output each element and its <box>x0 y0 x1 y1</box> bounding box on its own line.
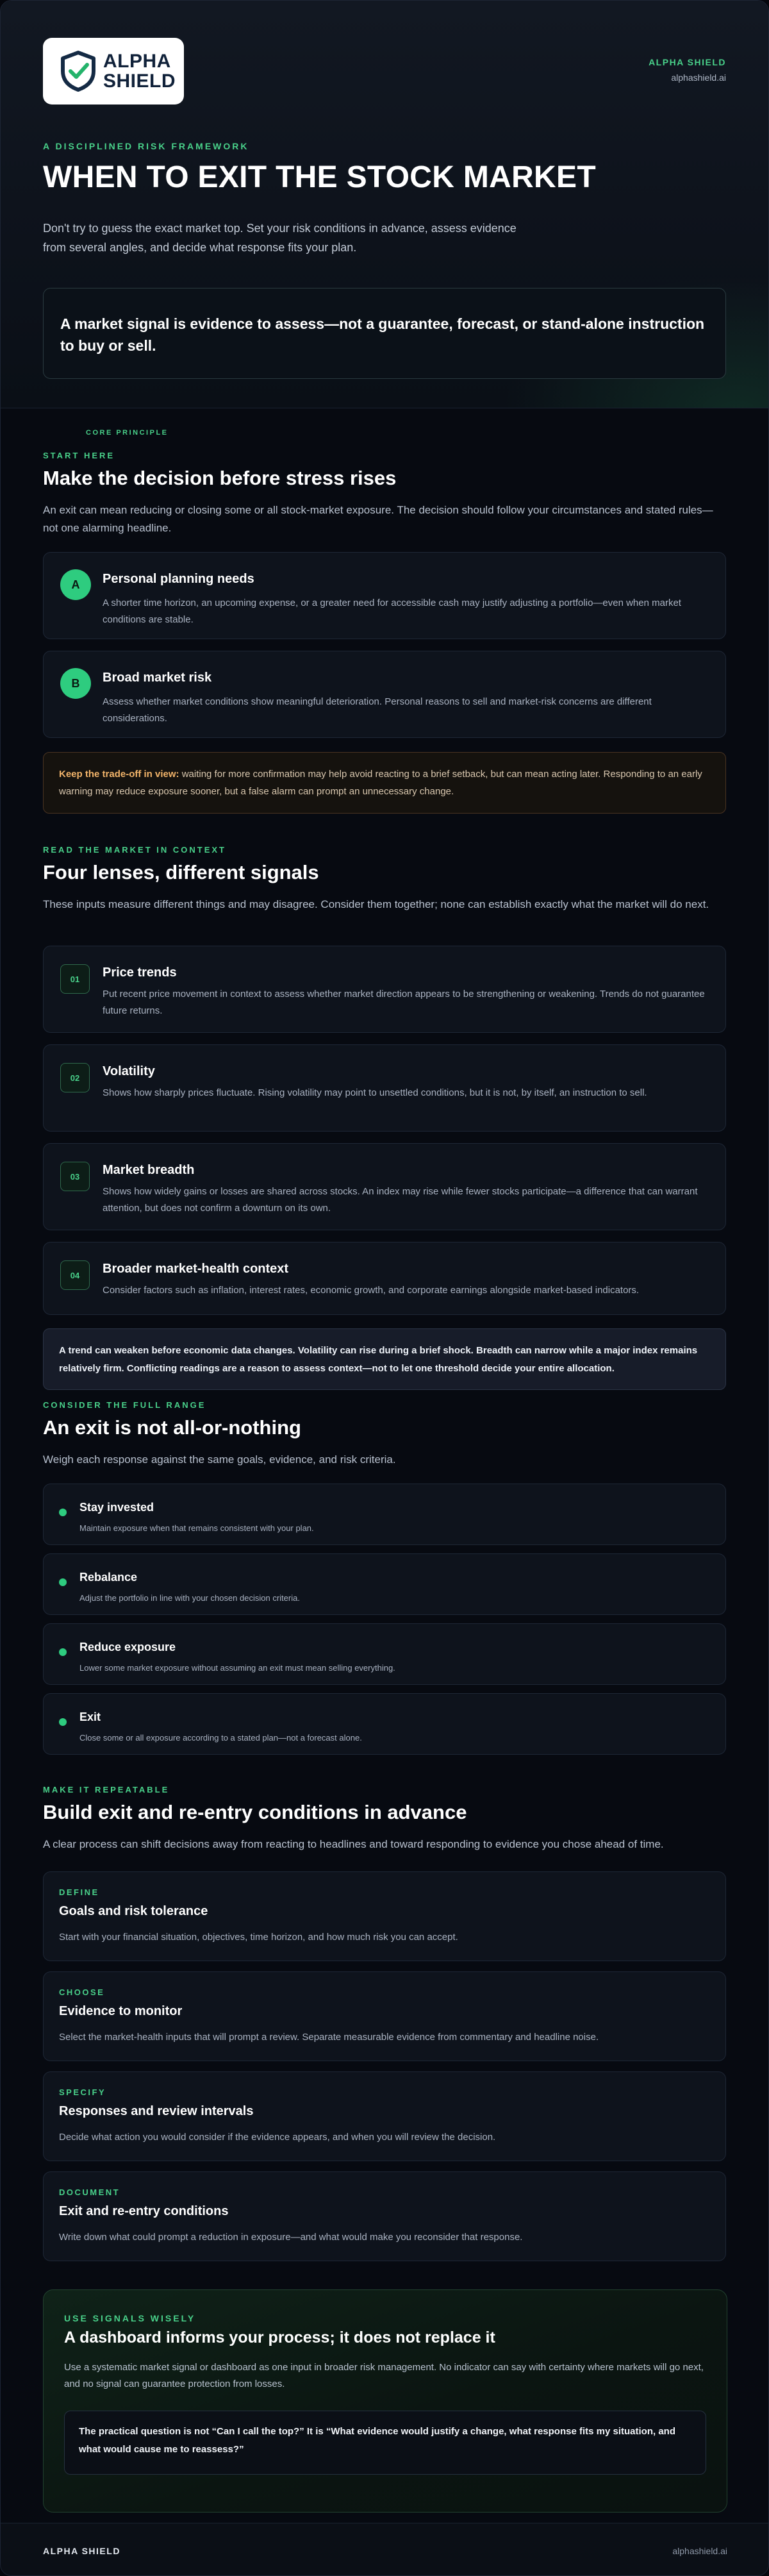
step-title: Responses and review intervals <box>59 2104 254 2118</box>
logo-line-2: SHIELD <box>103 71 176 92</box>
range-kicker: CONSIDER THE FULL RANGE <box>43 1400 206 1410</box>
lens-card-market-health <box>43 1242 726 1315</box>
lens-title: Market breadth <box>103 1163 195 1177</box>
start-section <box>43 451 727 797</box>
step-title: Goals and risk tolerance <box>59 1904 208 1918</box>
principle-kicker: CORE PRINCIPLE <box>86 429 169 437</box>
hero-lead: Don't try to guess the exact market top. Set your risk conditions in advance, assess evidence from several angles, and decide what response fits your plan. <box>43 222 517 254</box>
card-title: Broad market risk <box>103 671 212 685</box>
step-body: Write down what could prompt a reduction in exposure—and what would make you reconsider that response. <box>59 2232 523 2243</box>
step-define <box>43 1871 726 1961</box>
signals-kicker: USE SIGNALS WISELY <box>64 2313 196 2323</box>
lenses-subtitle: These inputs measure different things and may disagree. Consider them together; none can establish exactly what the market will do next. <box>43 898 709 910</box>
lens-title: Price trends <box>103 966 177 980</box>
card-title: Personal planning needs <box>103 572 254 586</box>
planning-needs-card <box>43 552 726 639</box>
signals-quote: The practical question is not “Can I call the top?” It is “What evidence would justify a change, what response fits my situation, and what would cause me to reassess?” <box>64 2411 706 2475</box>
hero-kicker: A DISCIPLINED RISK FRAMEWORK <box>43 141 249 151</box>
option-body: Lower some market exposure without assuming an exit must mean selling everything. <box>79 1663 395 1673</box>
option-title: Reduce exposure <box>79 1641 176 1653</box>
lens-number: 01 <box>60 964 90 994</box>
option-body: Maintain exposure when that remains consistent with your plan. <box>79 1523 314 1533</box>
lens-card-price-trends <box>43 946 726 1033</box>
lens-body: Put recent price movement in context to assess whether market direction appears to be strengthening or weakening. Trends do not guarantee future returns. <box>103 989 705 1016</box>
range-section <box>43 1400 727 1743</box>
lens-number: 04 <box>60 1260 90 1290</box>
bullet-dot-icon <box>59 1648 67 1656</box>
lenses-callout: A trend can weaken before economic data changes. Volatility can rise during a brief shock. Breadth can narrow while a major index remains relatively firm. Conflicting readings are a reason to assess context—not to let one threshold decide your entire allocation. <box>43 1328 726 1390</box>
option-title: Exit <box>79 1710 101 1723</box>
option-reduce-exposure <box>43 1623 726 1685</box>
brand-header <box>649 57 726 83</box>
lenses-kicker: READ THE MARKET IN CONTEXT <box>43 845 226 855</box>
footer-brand: ALPHA SHIELD <box>43 2546 120 2556</box>
brand-url[interactable]: alphashield.ai <box>671 72 726 83</box>
signals-body: Use a systematic market signal or dashboard as one input in broader risk management. No indicator can say with certainty where markets will go next, and no signal can guarantee protection from losses. <box>64 2362 704 2389</box>
lens-body: Shows how sharply prices fluctuate. Rising volatility may point to unsettled conditions, but it is not, by itself, an instruction to sell. <box>103 1087 647 1098</box>
step-title: Evidence to monitor <box>59 2004 183 2018</box>
footer-url[interactable]: alphashield.ai <box>672 2546 727 2556</box>
signals-title: A dashboard informs your process; it does not replace it <box>64 2329 495 2346</box>
tradeoff-label: Keep the trade-off in view: <box>59 769 179 780</box>
bullet-dot-icon <box>59 1718 67 1726</box>
card-badge: B <box>60 668 91 699</box>
step-body: Select the market-health inputs that will prompt a review. Separate measurable evidence from commentary and headline noise. <box>59 2032 599 2043</box>
hero-section <box>1 1 768 437</box>
lenses-title: Four lenses, different signals <box>43 861 319 883</box>
core-principle-card <box>43 288 726 437</box>
step-kicker: CHOOSE <box>59 1987 105 1997</box>
step-body: Start with your financial situation, objectives, time horizon, and how much risk you can accept. <box>59 1932 458 1943</box>
repeat-kicker: MAKE IT REPEATABLE <box>43 1785 170 1794</box>
start-subtitle: An exit can mean reducing or closing some or all stock-market exposure. The decision should follow your circumstances and stated rules—not one alarming headline. <box>43 504 713 534</box>
tradeoff-warning <box>43 752 726 814</box>
lens-card-volatility <box>43 1044 726 1132</box>
option-body: Adjust the portfolio in line with your chosen decision criteria. <box>79 1593 300 1603</box>
repeat-title: Build exit and re-entry conditions in advance <box>43 1801 467 1823</box>
brand-name: ALPHA SHIELD <box>649 57 726 67</box>
step-kicker: DOCUMENT <box>59 2187 120 2197</box>
repeat-subtitle: A clear process can shift decisions away from reacting to headlines and toward responding to evidence you chose ahead of time. <box>43 1838 664 1850</box>
lens-number: 02 <box>60 1063 90 1092</box>
option-title: Stay invested <box>79 1501 154 1514</box>
lens-title: Volatility <box>103 1064 155 1078</box>
option-title: Rebalance <box>79 1571 138 1584</box>
bullet-dot-icon <box>59 1509 67 1516</box>
principle-text: A market signal is evidence to assess—not a guarantee, forecast, or stand-alone instruction to buy or sell. <box>60 315 705 354</box>
card-body: A shorter time horizon, an upcoming expense, or a greater need for accessible cash may justify adjusting a portfolio—even when market conditions are stable. <box>103 598 681 625</box>
lens-body: Consider factors such as inflation, interest rates, economic growth, and corporate earnings alongside market-based indicators. <box>103 1285 640 1296</box>
range-title: An exit is not all-or-nothing <box>43 1416 301 1439</box>
step-specify <box>43 2071 726 2161</box>
tradeoff-text: waiting for more confirmation may help avoid reacting to a brief setback, but can mean acting later. Responding to an early warning may reduce exposure sooner, but a false alarm can prompt an unnecessary change. <box>59 769 702 797</box>
lens-card-market-breadth <box>43 1143 726 1230</box>
start-kicker: START HERE <box>43 451 115 460</box>
page-title: WHEN TO EXIT THE STOCK MARKET <box>43 160 596 194</box>
footer <box>1 2523 769 2576</box>
step-choose <box>43 1971 726 2061</box>
lens-number: 03 <box>60 1162 90 1191</box>
shield-check-icon <box>60 51 97 92</box>
option-exit <box>43 1693 726 1755</box>
repeat-section <box>43 1785 727 2243</box>
logo-wordmark <box>103 51 176 91</box>
option-rebalance <box>43 1553 726 1615</box>
lens-body: Shows how widely gains or losses are shared across stocks. An index may rise while fewer stocks participate—a difference that can warrant attention, but does not confirm a downturn on its own. <box>103 1186 698 1214</box>
step-kicker: DEFINE <box>59 1887 99 1897</box>
lenses-section <box>43 845 727 1374</box>
option-stay-invested <box>43 1484 726 1545</box>
lens-title: Broader market-health context <box>103 1262 289 1276</box>
step-title: Exit and re-entry conditions <box>59 2204 229 2218</box>
step-kicker: SPECIFY <box>59 2087 106 2097</box>
start-title: Make the decision before stress rises <box>43 467 397 489</box>
card-body: Assess whether market conditions show meaningful deterioration. Personal reasons to sell and market-risk concerns are different considerations. <box>103 696 652 724</box>
signals-panel <box>43 2289 727 2513</box>
logo[interactable] <box>43 38 184 105</box>
step-document <box>43 2171 726 2261</box>
step-body: Decide what action you would consider if the evidence appears, and when you will review the decision. <box>59 2132 496 2143</box>
logo-line-1: ALPHA <box>103 51 171 72</box>
market-risk-card <box>43 651 726 738</box>
card-badge: A <box>60 569 91 600</box>
option-body: Close some or all exposure according to a stated plan—not a forecast alone. <box>79 1733 362 1743</box>
range-subtitle: Weigh each response against the same goals, evidence, and risk criteria. <box>43 1453 396 1466</box>
bullet-dot-icon <box>59 1578 67 1586</box>
